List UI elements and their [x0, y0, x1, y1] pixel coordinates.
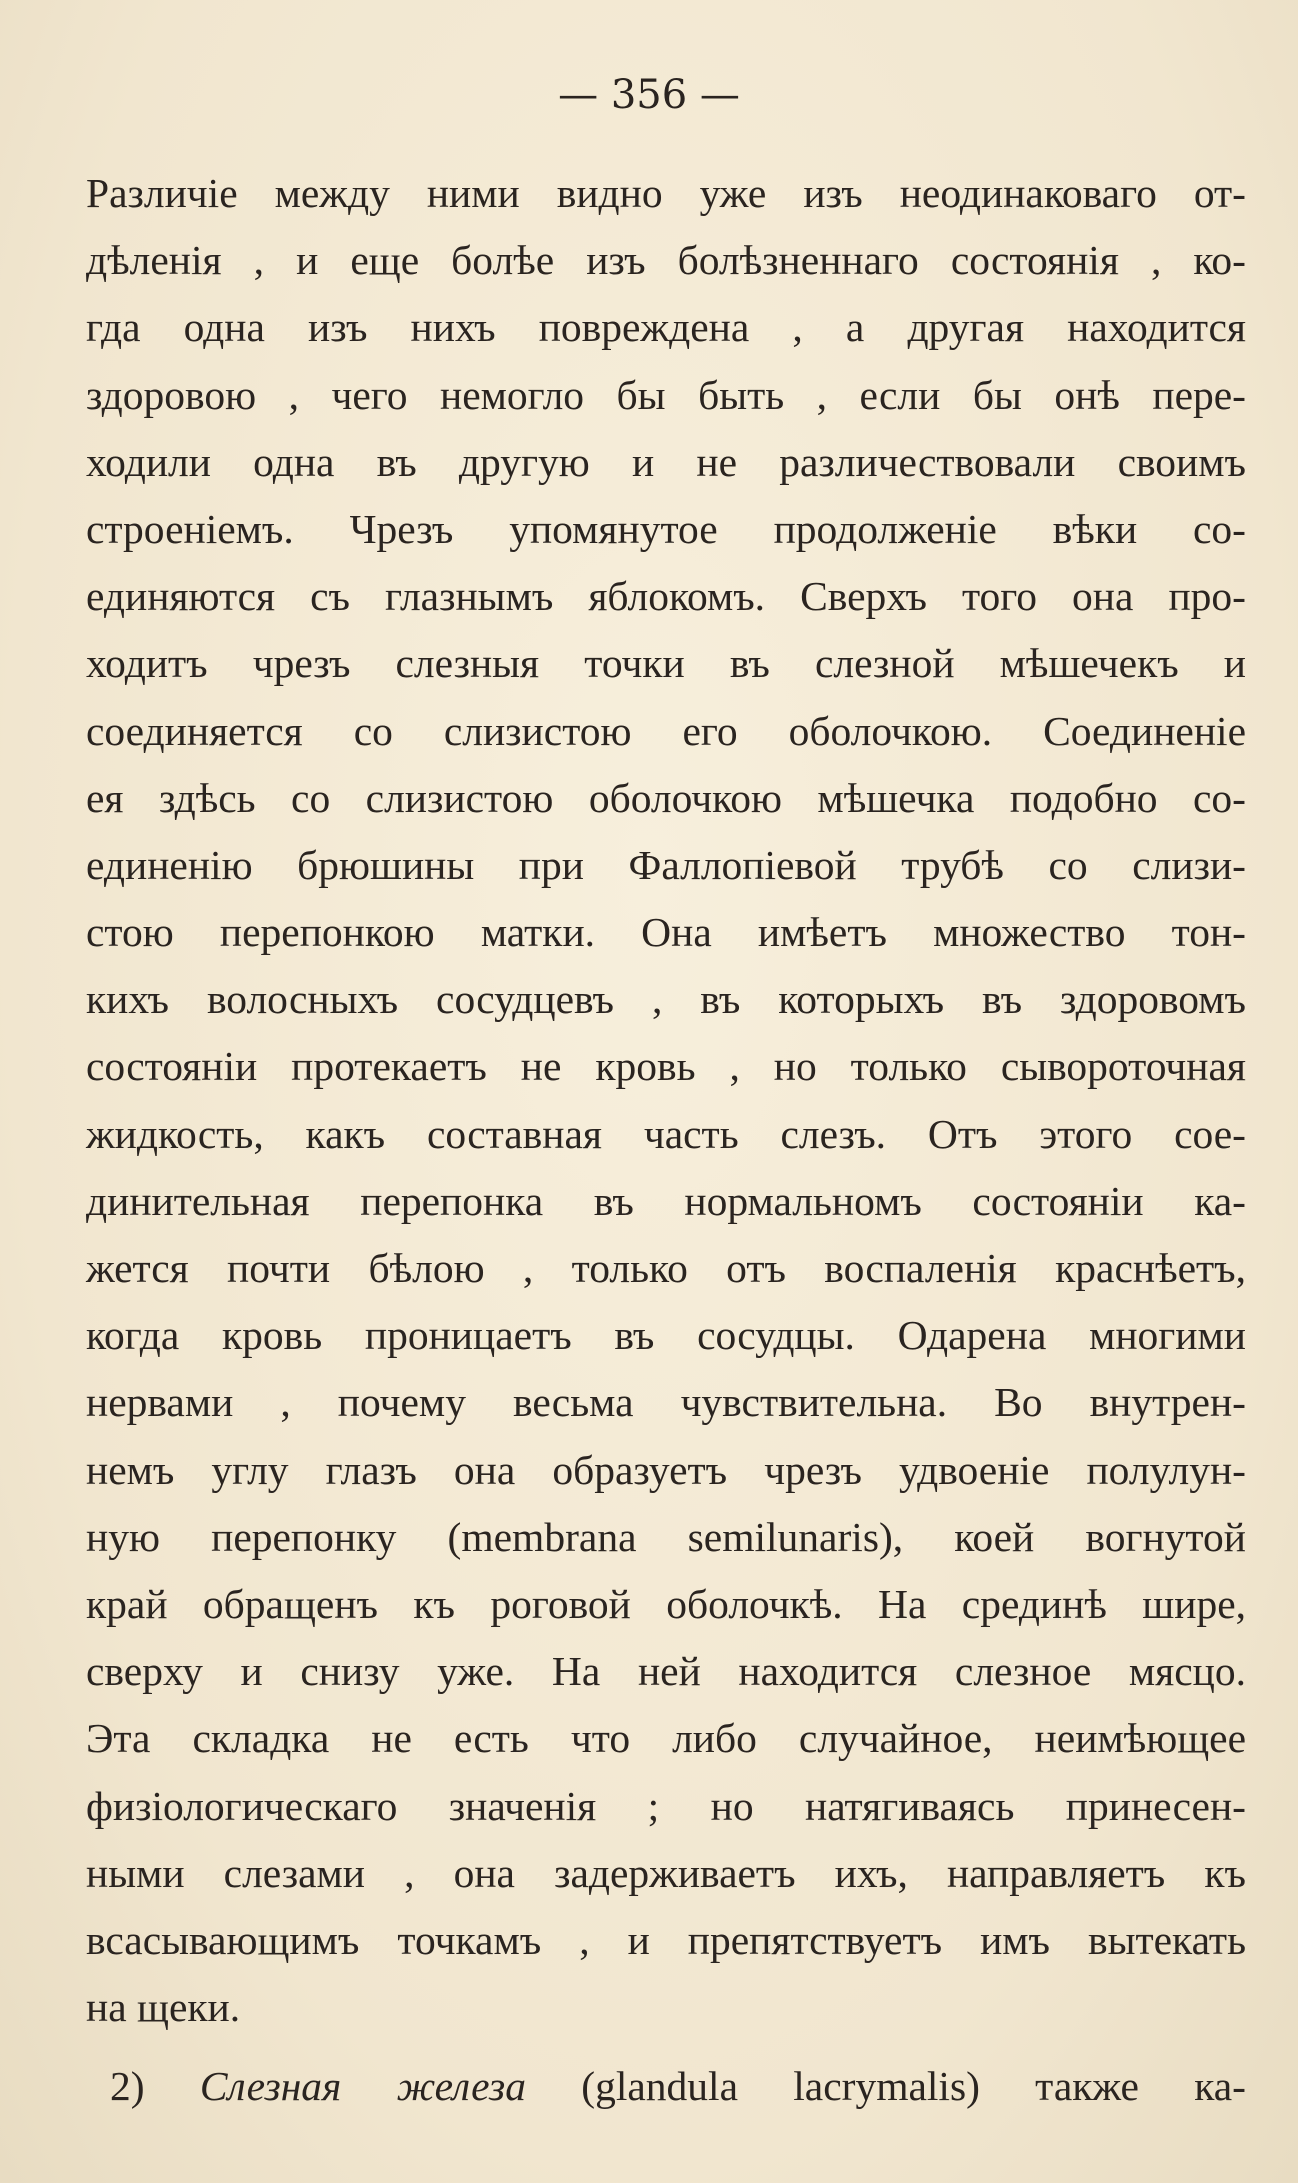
- text-line: край обращенъ къ роговой оболочкѣ. На срединѣ шире,: [86, 1580, 1246, 1627]
- item-term: Слезная железа: [199, 2063, 526, 2110]
- text-line: всасывающимъ точкамъ , и препятствуетъ имъ вытекать: [86, 1916, 1246, 1963]
- text-line: здоровою , чего немогло бы быть , если бы онѣ пере-: [86, 371, 1246, 418]
- text-line: стою перепонкою матки. Она имѣетъ множество тон-: [86, 909, 1246, 956]
- text-line: нервами , почему весьма чувствительна. Во внутрен-: [86, 1379, 1246, 1426]
- paragraph-gap: [86, 2041, 1246, 2053]
- text-line: единяются съ глазнымъ яблокомъ. Сверхъ того она про-: [86, 573, 1246, 620]
- text-line: строеніемъ. Чрезъ упомянутое продолженіе вѣки со-: [86, 505, 1246, 552]
- item-number: 2): [110, 2063, 145, 2110]
- text-line: на щеки.: [86, 1984, 241, 2031]
- paragraph-2-line: [86, 2053, 1246, 2120]
- text-line: Различіе между ними видно уже изъ неодинаковаго от-: [86, 170, 1246, 216]
- text-line: ходитъ чрезъ слезныя точки въ слезной мѣшечекъ и: [86, 640, 1246, 687]
- text-line: соединяется со слизистою его оболочкою. Соединеніе: [86, 707, 1246, 754]
- text-line: состояніи протекаетъ не кровь , но только сывороточная: [86, 1043, 1246, 1090]
- text-line: ными слезами , она задерживаетъ ихъ, направляетъ къ: [86, 1849, 1246, 1896]
- text-line: сверху и снизу уже. На ней находится слезное мясцо.: [86, 1648, 1246, 1695]
- text-line: ходили одна въ другую и не различествовали своимъ: [86, 438, 1246, 485]
- text-line: единенію брюшины при Фаллопіевой трубѣ со слизи-: [86, 841, 1246, 888]
- body-text: [86, 160, 1246, 2120]
- text-line: динительная перепонка въ нормальномъ состояніи ка-: [86, 1177, 1246, 1224]
- item-rest: (glandula lacrymalis) также ка-: [581, 2063, 1246, 2110]
- text-line: немъ углу глазъ она образуетъ чрезъ удвоеніе полулун-: [86, 1446, 1246, 1493]
- text-line: кихъ волосныхъ сосудцевъ , въ которыхъ въ здоровомъ: [86, 976, 1246, 1023]
- text-line: ную перепонку (membrana semilunaris), коей вогнутой: [86, 1513, 1246, 1560]
- text-line: когда кровь проницаетъ въ сосудцы. Одарена многими: [86, 1312, 1246, 1359]
- page-number: — 356 —: [558, 72, 740, 118]
- text-line: гда одна изъ нихъ повреждена , а другая находится: [86, 304, 1246, 351]
- text-line: Эта складка не есть что либо случайное, неимѣющее: [86, 1715, 1246, 1762]
- text-line: дѣленія , и еще болѣе изъ болѣзненнаго состоянія , ко-: [86, 237, 1246, 284]
- text-line: жется почти бѣлою , только отъ воспаленія краснѣетъ,: [86, 1245, 1246, 1291]
- text-line: ея здѣсь со слизистою оболочкою мѣшечка подобно со-: [86, 774, 1246, 821]
- text-line: физіологическаго значенія ; но натягиваясь принесен-: [86, 1782, 1246, 1829]
- text-line: жидкость, какъ составная часть слезъ. Отъ этого сое-: [86, 1110, 1246, 1157]
